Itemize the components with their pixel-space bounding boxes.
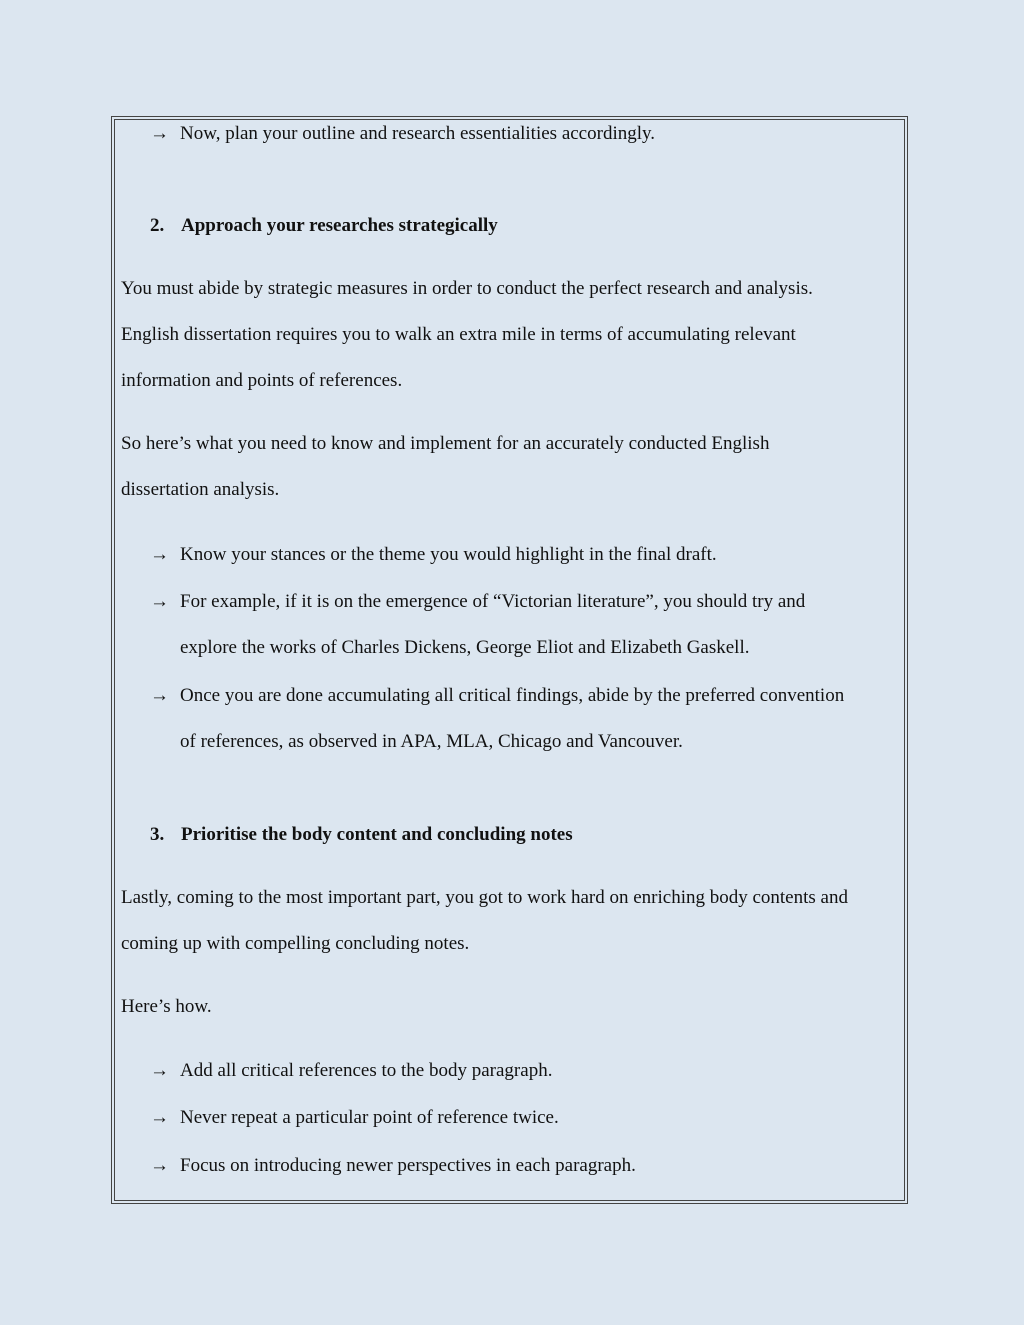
paragraph-line: You must abide by strategic measures in order to conduct the perfect research and analysis. xyxy=(121,278,813,299)
bullet-item: Never repeat a particular point of reference twice. xyxy=(180,1107,559,1128)
section-heading: Approach your researches strategically xyxy=(181,215,498,236)
arrow-icon: → xyxy=(150,685,169,706)
arrow-icon: → xyxy=(150,1155,169,1176)
bullet-item: Add all critical references to the body paragraph. xyxy=(180,1060,553,1081)
arrow-icon: → xyxy=(150,1060,169,1081)
arrow-icon: → xyxy=(150,591,169,612)
arrow-icon: → xyxy=(150,123,169,144)
arrow-icon: → xyxy=(150,544,169,565)
paragraph-line: Lastly, coming to the most important part, you got to work hard on enriching body contents and xyxy=(121,887,848,908)
paragraph-line: English dissertation requires you to walk an extra mile in terms of accumulating relevant xyxy=(121,324,796,345)
bullet-item: Now, plan your outline and research essentialities accordingly. xyxy=(180,123,656,144)
bullet-item: For example, if it is on the emergence of “Victorian literature”, you should try and xyxy=(180,591,806,612)
section-number: 3. xyxy=(150,824,165,845)
section-heading: Prioritise the body content and concluding notes xyxy=(181,824,573,845)
paragraph-line: information and points of references. xyxy=(121,370,403,391)
bullet-item: Focus on introducing newer perspectives in each paragraph. xyxy=(180,1155,636,1176)
paragraph-line: coming up with compelling concluding notes. xyxy=(121,933,470,954)
paragraph-line: Here’s how. xyxy=(121,996,212,1017)
bullet-item: Once you are done accumulating all critical findings, abide by the preferred convention xyxy=(180,685,845,706)
paragraph-line: dissertation analysis. xyxy=(121,479,280,500)
paragraph-line: So here’s what you need to know and implement for an accurately conducted English xyxy=(121,433,770,454)
bullet-item-continuation: explore the works of Charles Dickens, George Eliot and Elizabeth Gaskell. xyxy=(180,637,750,658)
bullet-item: Know your stances or the theme you would highlight in the final draft. xyxy=(180,544,717,565)
arrow-icon: → xyxy=(150,1107,169,1128)
bullet-item-continuation: of references, as observed in APA, MLA, Chicago and Vancouver. xyxy=(180,731,683,752)
section-number: 2. xyxy=(150,215,165,236)
